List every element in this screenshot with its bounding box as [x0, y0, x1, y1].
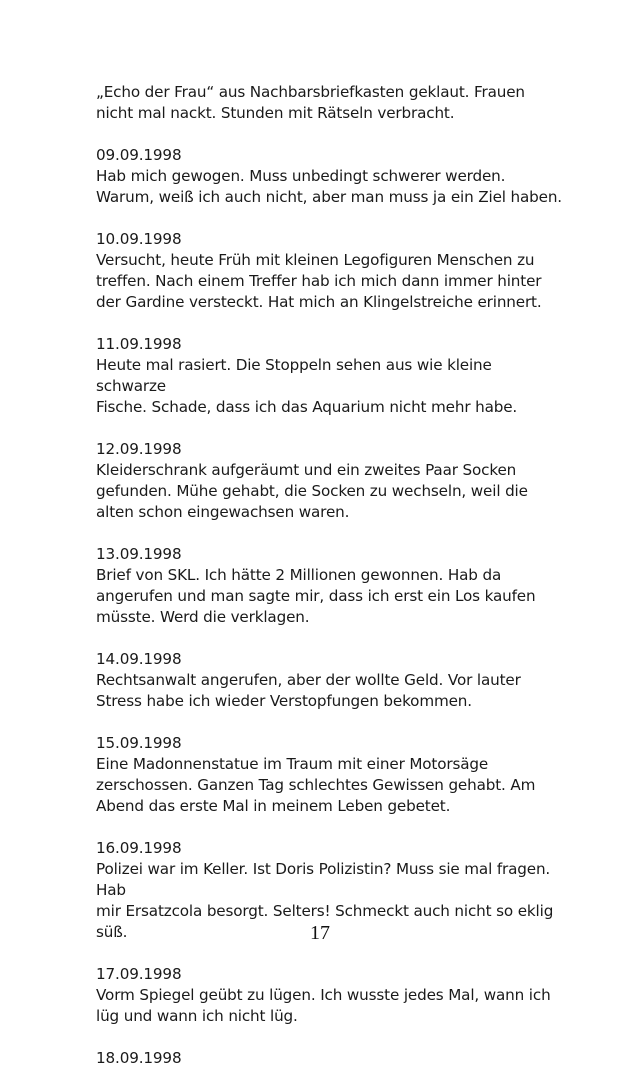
- diary-entry: [96, 1048, 566, 1069]
- entry-date: 16.09.1998: [96, 839, 182, 857]
- entry-date: 18.09.1998: [96, 1049, 182, 1067]
- entry-text: Versucht, heute Früh mit kleinen Legofiguren Menschen zu treffen. Nach einem Treffer hab ich mich dann immer hinter der Gardine versteckt. Hat mich an Klingelstreiche erinnert.: [96, 251, 542, 311]
- entry-date: 10.09.1998: [96, 230, 182, 248]
- entry-date: 13.09.1998: [96, 545, 182, 563]
- entry-text: Brief von SKL. Ich hätte 2 Millionen gewonnen. Hab da angerufen und man sagte mir, dass ich erst ein Los kaufen müsste. Werd die verklagen.: [96, 566, 536, 626]
- entry-text: Vorm Spiegel geübt zu lügen. Ich wusste jedes Mal, wann ich lüg und wann ich nicht lüg.: [96, 986, 551, 1025]
- diary-entry: [96, 733, 566, 817]
- entry-date: 14.09.1998: [96, 650, 182, 668]
- diary-entry: [96, 145, 566, 208]
- entry-date: 17.09.1998: [96, 965, 182, 983]
- entry-text: Hab mich gewogen. Muss unbedingt schwerer werden. Warum, weiß ich auch nicht, aber man muss ja ein Ziel haben.: [96, 167, 562, 206]
- diary-entry: [96, 649, 566, 712]
- entry-date: 15.09.1998: [96, 734, 182, 752]
- diary-entry: [96, 544, 566, 628]
- diary-entry: [96, 964, 566, 1027]
- entry-text: Kleiderschrank aufgeräumt und ein zweites Paar Socken gefunden. Mühe gehabt, die Socken zu wechseln, weil die alten schon eingewachsen waren.: [96, 461, 528, 521]
- diary-entry: [96, 334, 566, 418]
- intro-paragraph: „Echo der Frau“ aus Nachbarsbriefkasten geklaut. Frauen nicht mal nackt. Stunden mit Rätseln verbracht.: [96, 83, 525, 122]
- entry-date: 11.09.1998: [96, 335, 182, 353]
- entry-text: Heute mal rasiert. Die Stoppeln sehen aus wie kleine schwarze Fische. Schade, dass ich das Aquarium nicht mehr habe.: [96, 356, 518, 416]
- entry-text: Rechtsanwalt angerufen, aber der wollte Geld. Vor lauter Stress habe ich wieder Verstopfungen bekommen.: [96, 671, 521, 710]
- page-number: 17: [310, 922, 330, 944]
- diary-entry: [96, 439, 566, 523]
- entry-date: 12.09.1998: [96, 440, 182, 458]
- entry-text: Eine Madonnenstatue im Traum mit einer Motorsäge zerschossen. Ganzen Tag schlechtes Gewissen gehabt. Am Abend das erste Mal in meinem Leben gebetet.: [96, 755, 536, 815]
- entry-text: Polizei war im Keller. Ist Doris Polizistin? Muss sie mal fragen. Hab mir Ersatzcola besorgt. Selters! Schmeckt auch nicht so eklig süß.: [96, 860, 554, 941]
- entry-date: 09.09.1998: [96, 146, 182, 164]
- diary-entry: [96, 229, 566, 313]
